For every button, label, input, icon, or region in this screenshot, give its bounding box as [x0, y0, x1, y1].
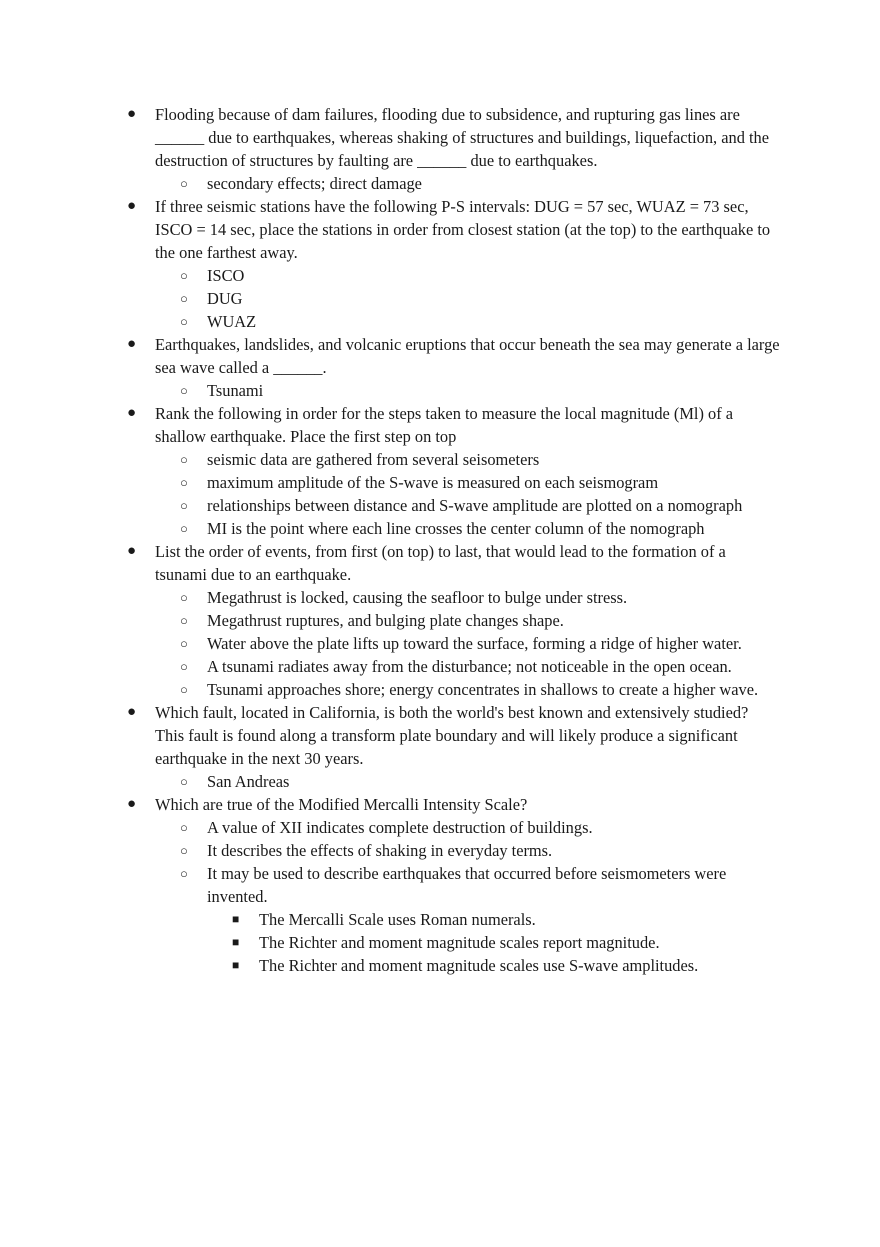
answer-text: Tsunami approaches shore; energy concentrates in shallows to create a higher wave.: [207, 680, 759, 699]
answer-item: [0, 632, 782, 655]
circle-bullet-icon: ○: [180, 452, 188, 467]
answer-list: [155, 770, 780, 793]
question-item: [0, 701, 780, 793]
answer-list: [155, 448, 780, 540]
answer-text: DUG: [207, 289, 243, 308]
question-text: Rank the following in order for the steps taken to measure the local magnitude (Ml) of a shallow earthquake. Place the first step on top: [155, 404, 734, 446]
sub-answer-text: The Richter and moment magnitude scales report magnitude.: [259, 933, 660, 952]
circle-bullet-icon: ○: [180, 613, 188, 628]
square-bullet-icon: ■: [232, 935, 240, 949]
answer-item: [0, 310, 782, 333]
question-item: [0, 333, 780, 402]
question-text: Flooding because of dam failures, flooding due to subsidence, and rupturing gas lines are ______ due to earthquakes, whereas shaking of structures and buildings, liquefaction, and the destruction of structures by faulting are ______ due to earthquakes.: [155, 105, 770, 170]
answer-text: Megathrust ruptures, and bulging plate changes shape.: [207, 611, 564, 630]
question-text: If three seismic stations have the following P-S intervals: DUG = 57 sec, WUAZ = 73 sec, ISCO = 14 sec, place the stations in order from closest station (at the top) to the earthquake to the one farthest away.: [155, 197, 771, 262]
answer-item: [0, 839, 782, 862]
circle-bullet-icon: ○: [180, 820, 188, 835]
answer-text: It describes the effects of shaking in everyday terms.: [207, 841, 553, 860]
answer-item: [0, 172, 782, 195]
answer-text: MI is the point where each line crosses the center column of the nomograph: [207, 519, 705, 538]
answer-item: [0, 770, 782, 793]
answer-item: [0, 655, 782, 678]
bullet-icon: ●: [127, 543, 137, 559]
circle-bullet-icon: ○: [180, 475, 188, 490]
circle-bullet-icon: ○: [180, 314, 188, 329]
answer-text: relationships between distance and S-wave amplitude are plotted on a nomograph: [207, 496, 743, 515]
circle-bullet-icon: ○: [180, 498, 188, 513]
question-text: Which are true of the Modified Mercalli Intensity Scale?: [155, 795, 528, 814]
question-list: [0, 103, 880, 977]
answer-item: [0, 609, 782, 632]
answer-item: [0, 517, 782, 540]
answer-text: A value of XII indicates complete destruction of buildings.: [207, 818, 593, 837]
answer-text: WUAZ: [207, 312, 257, 331]
answer-item: [0, 678, 782, 701]
question-item: [0, 195, 780, 333]
answer-text: Water above the plate lifts up toward the surface, forming a ridge of higher water.: [207, 634, 742, 653]
question-item: [0, 402, 780, 540]
question-item: [0, 793, 780, 977]
circle-bullet-icon: ○: [180, 843, 188, 858]
circle-bullet-icon: ○: [180, 774, 188, 789]
bullet-icon: ●: [127, 796, 137, 812]
sub-answer-text: The Richter and moment magnitude scales use S-wave amplitudes.: [259, 956, 699, 975]
answer-text: San Andreas: [207, 772, 290, 791]
circle-bullet-icon: ○: [180, 268, 188, 283]
answer-item: [0, 494, 782, 517]
answer-list: [155, 264, 780, 333]
question-item: [0, 103, 780, 195]
circle-bullet-icon: ○: [180, 682, 188, 697]
circle-bullet-icon: ○: [180, 291, 188, 306]
answer-text: seismic data are gathered from several seisometers: [207, 450, 540, 469]
answer-item: [0, 264, 782, 287]
question-text: Earthquakes, landslides, and volcanic eruptions that occur beneath the sea may generate a large sea wave called a ______.: [155, 335, 780, 377]
answer-list: [155, 379, 780, 402]
sub-answer-item: [0, 954, 779, 977]
circle-bullet-icon: ○: [180, 659, 188, 674]
answer-text: ISCO: [207, 266, 245, 285]
bullet-icon: ●: [127, 405, 137, 421]
answer-text: Tsunami: [207, 381, 264, 400]
circle-bullet-icon: ○: [180, 636, 188, 651]
circle-bullet-icon: ○: [180, 866, 188, 881]
sub-answer-item: [0, 931, 779, 954]
answer-item: [0, 471, 782, 494]
answer-item: [0, 816, 782, 839]
study-notes: [0, 103, 880, 977]
bullet-icon: ●: [127, 336, 137, 352]
sub-answer-item: [0, 908, 779, 931]
bullet-icon: ●: [127, 704, 137, 720]
answer-text: It may be used to describe earthquakes that occurred before seismometers were invented.: [207, 864, 727, 906]
sub-answer-list: [207, 908, 782, 977]
bullet-icon: ●: [127, 106, 137, 122]
question-text: List the order of events, from first (on top) to last, that would lead to the formation of a tsunami due to an earthquake.: [155, 542, 726, 584]
question-item: [0, 540, 780, 701]
question-text: Which fault, located in California, is both the world's best known and extensively studied? This fault is found along a transform plate boundary and will likely produce a significant earthquake in the next 30 years.: [155, 703, 749, 768]
circle-bullet-icon: ○: [180, 590, 188, 605]
answer-text: maximum amplitude of the S-wave is measured on each seismogram: [207, 473, 659, 492]
answer-list: [155, 586, 780, 701]
answer-item: [0, 448, 782, 471]
answer-list: [155, 172, 780, 195]
square-bullet-icon: ■: [232, 912, 240, 926]
answer-text: secondary effects; direct damage: [207, 174, 422, 193]
answer-text: A tsunami radiates away from the disturbance; not noticeable in the open ocean.: [207, 657, 732, 676]
answer-item: [0, 586, 782, 609]
square-bullet-icon: ■: [232, 958, 240, 972]
answer-item: [0, 379, 782, 402]
answer-item: [0, 862, 782, 977]
circle-bullet-icon: ○: [180, 176, 188, 191]
answer-text: Megathrust is locked, causing the seafloor to bulge under stress.: [207, 588, 628, 607]
answer-item: [0, 287, 782, 310]
answer-list: [155, 816, 780, 977]
circle-bullet-icon: ○: [180, 383, 188, 398]
sub-answer-text: The Mercalli Scale uses Roman numerals.: [259, 910, 536, 929]
circle-bullet-icon: ○: [180, 521, 188, 536]
bullet-icon: ●: [127, 198, 137, 214]
